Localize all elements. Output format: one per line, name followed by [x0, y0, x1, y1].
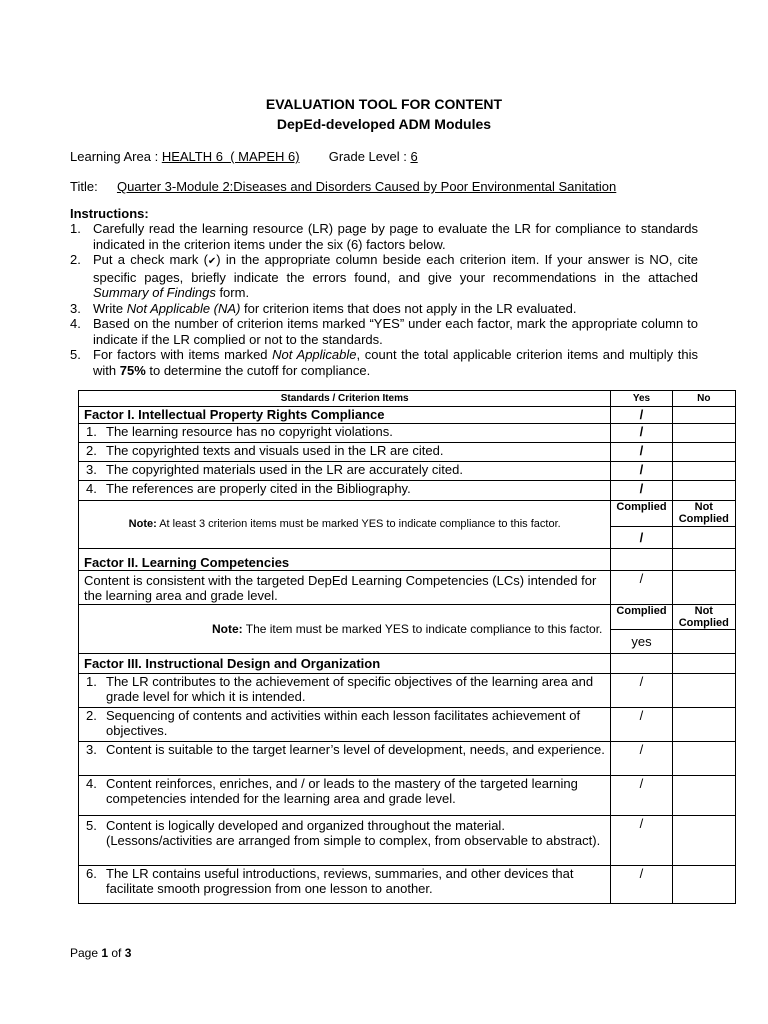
compliance-header-row: [79, 501, 736, 527]
no-cell[interactable]: [672, 742, 735, 776]
title-line: [70, 179, 616, 194]
no-cell[interactable]: [672, 674, 735, 708]
not-complied-label: Not Complied: [672, 501, 735, 527]
instruction-item: 1. Carefully read the learning resource (LR) page by page to evaluate the LR for compliance to standards indicated in the criterion items under the six (6) factors below.: [70, 221, 698, 252]
instruction-item: 2. Put a check mark (✔) in the appropriate column beside each criterion item. If your answer is NO, cite specific pages, briefly indicate the errors found, and give your recommendations in the attached Summary of Findings form.: [70, 252, 698, 300]
evaluation-table: [78, 390, 736, 904]
yes-cell[interactable]: /: [611, 866, 672, 904]
criterion-cell: Content is consistent with the targeted DepEd Learning Competencies (LCs) intended for the learning area and grade level.: [79, 571, 611, 605]
factor-title: Factor III. Instructional Design and Organization: [79, 654, 611, 674]
criteria-column-header: Standards / Criterion Items: [79, 391, 611, 407]
criterion-cell: 5. Content is logically developed and organized throughout the material. (Lessons/activities are arranged from simple to complex, from observable to abstract).: [79, 816, 611, 866]
yes-cell[interactable]: /: [611, 816, 672, 866]
no-cell[interactable]: [672, 708, 735, 742]
table-row: [79, 776, 736, 816]
no-cell[interactable]: [672, 424, 735, 443]
table-row: [79, 571, 736, 605]
instruction-item: 4. Based on the number of criterion items marked “YES” under each factor, mark the appropriate column to indicate if the LR complied or not to the standards.: [70, 316, 698, 347]
not-complied-cell[interactable]: [672, 630, 735, 654]
yes-cell[interactable]: /: [611, 742, 672, 776]
no-cell[interactable]: [672, 443, 735, 462]
no-cell[interactable]: [672, 571, 735, 605]
title-value: Quarter 3-Module 2:Diseases and Disorders Caused by Poor Environmental Sanitation: [116, 179, 617, 194]
not-complied-label: Not Complied: [672, 605, 735, 630]
complied-cell[interactable]: yes: [611, 630, 672, 654]
yes-cell[interactable]: [611, 654, 672, 674]
criterion-cell: 6. The LR contains useful introductions, reviews, summaries, and other devices that facilitate smooth progression from one lesson to another.: [79, 866, 611, 904]
criterion-cell: 3. The copyrighted materials used in the LR are accurately cited.: [79, 462, 611, 481]
criterion-cell: 4. Content reinforces, enriches, and / or leads to the mastery of the targeted learning competencies intended for the learning area and grade level.: [79, 776, 611, 816]
table-row: [79, 708, 736, 742]
learning-area-line: [70, 149, 418, 164]
table-row: [79, 742, 736, 776]
yes-cell[interactable]: /: [611, 776, 672, 816]
compliance-header-row: [79, 605, 736, 630]
table-header-row: [79, 391, 736, 407]
no-cell[interactable]: [672, 776, 735, 816]
factor-row: [79, 407, 736, 424]
factor-title: Factor II. Learning Competencies: [79, 549, 611, 571]
grade-level-value: 6: [410, 149, 418, 164]
yes-cell[interactable]: /: [611, 571, 672, 605]
table-row: [79, 866, 736, 904]
yes-cell[interactable]: /: [611, 481, 672, 501]
yes-cell[interactable]: /: [611, 708, 672, 742]
no-cell[interactable]: [672, 549, 735, 571]
criterion-cell: 3. Content is suitable to the target learner’s level of development, needs, and experience.: [79, 742, 611, 776]
table-row: [79, 481, 736, 501]
factor-row: [79, 654, 736, 674]
yes-cell[interactable]: [611, 549, 672, 571]
page-footer: Page 1 of 3: [70, 946, 132, 960]
check-mark-icon: ✔: [207, 256, 217, 267]
compliance-note: Note: At least 3 criterion items must be marked YES to indicate compliance to this factor.: [79, 501, 611, 549]
no-cell[interactable]: [672, 654, 735, 674]
no-cell[interactable]: [672, 816, 735, 866]
page-number: 1: [101, 946, 109, 960]
complied-cell[interactable]: /: [611, 527, 672, 549]
document-title: EVALUATION TOOL FOR CONTENT: [265, 96, 503, 112]
learning-area-value: HEALTH 6 ( MAPEH 6): [161, 149, 300, 164]
not-complied-cell[interactable]: [672, 527, 735, 549]
yes-column-header: Yes: [611, 391, 672, 407]
factor-title: Factor I. Intellectual Property Rights Compliance: [79, 407, 611, 424]
page-total: 3: [124, 946, 132, 960]
yes-cell[interactable]: /: [611, 424, 672, 443]
instructions-heading: Instructions:: [70, 206, 149, 221]
compliance-note: Note: The item must be marked YES to indicate compliance to this factor.: [79, 605, 611, 654]
criterion-cell: 1. The LR contributes to the achievement of specific objectives of the learning area and grade level for which it is intended.: [79, 674, 611, 708]
learning-area-label: Learning Area :: [70, 149, 159, 164]
yes-cell[interactable]: /: [611, 462, 672, 481]
criterion-cell: 1. The learning resource has no copyright violations.: [79, 424, 611, 443]
no-cell[interactable]: [672, 462, 735, 481]
table-row: [79, 443, 736, 462]
complied-label: Complied: [611, 605, 672, 630]
table-row: [79, 674, 736, 708]
no-cell[interactable]: [672, 481, 735, 501]
no-cell[interactable]: [672, 866, 735, 904]
criterion-cell: 4. The references are properly cited in the Bibliography.: [79, 481, 611, 501]
no-column-header: No: [672, 391, 735, 407]
table-row: [79, 816, 736, 866]
table-row: [79, 424, 736, 443]
yes-cell[interactable]: /: [611, 674, 672, 708]
criterion-cell: 2. The copyrighted texts and visuals used in the LR are cited.: [79, 443, 611, 462]
complied-label: Complied: [611, 501, 672, 527]
instruction-item: 3. Write Not Applicable (NA) for criterion items that does not apply in the LR evaluated.: [70, 300, 577, 316]
no-cell[interactable]: [672, 407, 735, 424]
title-label: Title:: [70, 179, 98, 194]
document-subtitle: DepEd-developed ADM Modules: [276, 116, 492, 132]
yes-cell[interactable]: /: [611, 407, 672, 424]
grade-level-label: Grade Level :: [328, 149, 407, 164]
criterion-cell: 2. Sequencing of contents and activities within each lesson facilitates achievement of objectives.: [79, 708, 611, 742]
factor-row: [79, 549, 736, 571]
yes-cell[interactable]: /: [611, 443, 672, 462]
instructions-list: [70, 221, 698, 378]
instruction-item: 5. For factors with items marked Not Applicable, count the total applicable criterion items and multiply this with 75% to determine the cutoff for compliance.: [70, 347, 698, 378]
table-row: [79, 462, 736, 481]
